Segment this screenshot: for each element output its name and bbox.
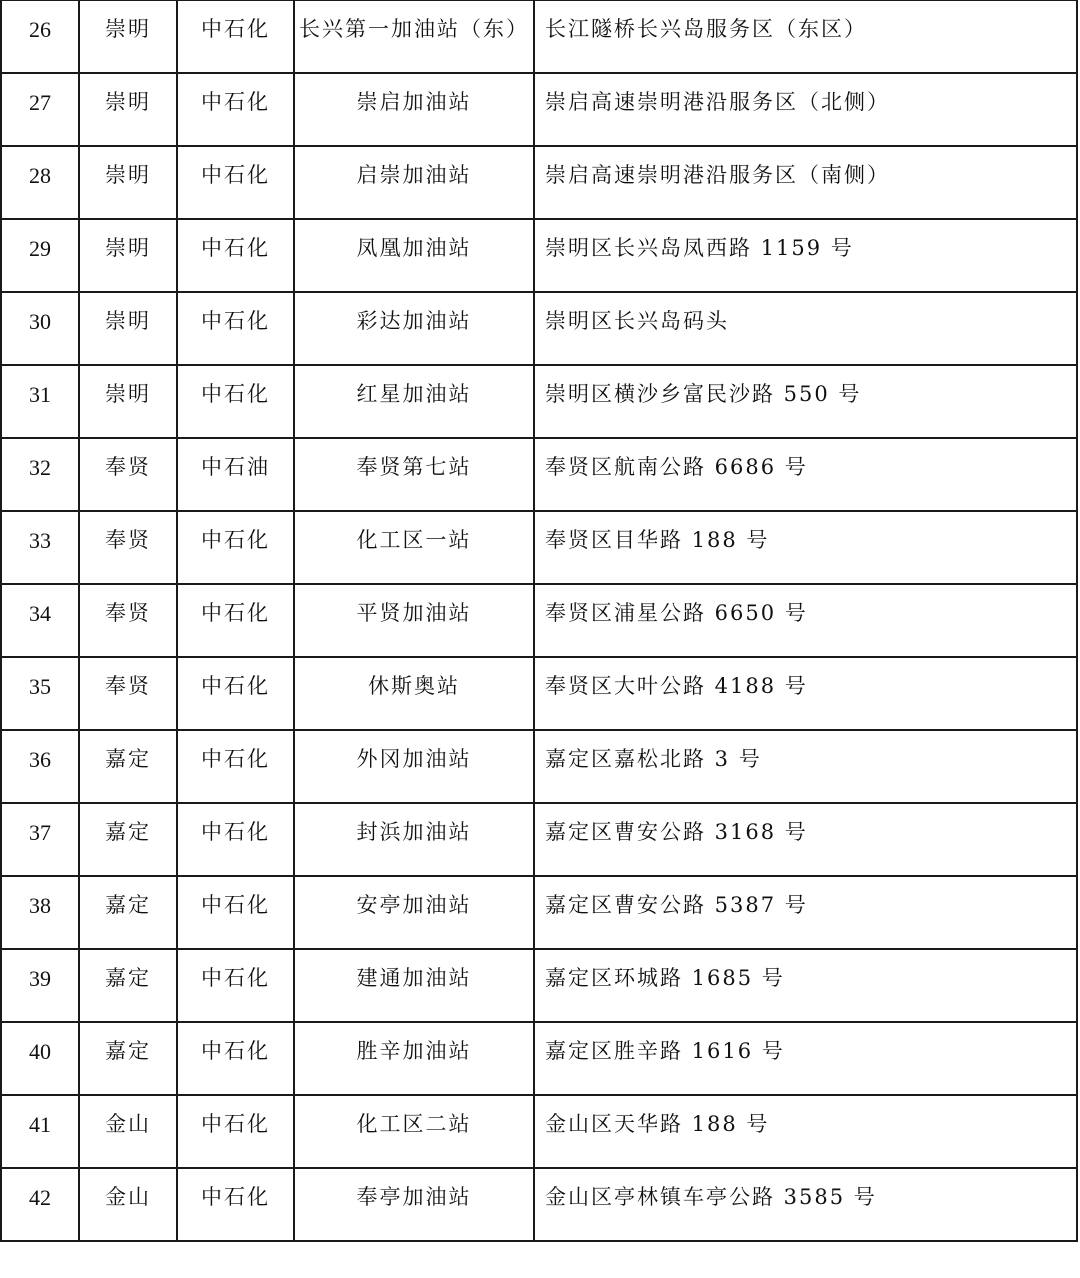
- district-cell: 奉贤: [79, 511, 177, 584]
- table-body: [1, 0, 1077, 1241]
- company-cell: 中石化: [177, 0, 294, 73]
- table-row: [1, 292, 1077, 365]
- district-cell: 崇明: [79, 73, 177, 146]
- station-name-cell: 化工区一站: [294, 511, 534, 584]
- company-cell: 中石化: [177, 292, 294, 365]
- company-cell: 中石化: [177, 1095, 294, 1168]
- table-row: [1, 584, 1077, 657]
- station-name-cell: 休斯奥站: [294, 657, 534, 730]
- station-name-cell: 崇启加油站: [294, 73, 534, 146]
- row-number-cell: 40: [1, 1022, 79, 1095]
- row-number-cell: 35: [1, 657, 79, 730]
- row-number-cell: 31: [1, 365, 79, 438]
- station-name-cell: 胜辛加油站: [294, 1022, 534, 1095]
- station-name-cell: 平贤加油站: [294, 584, 534, 657]
- district-cell: 奉贤: [79, 657, 177, 730]
- address-cell: 嘉定区嘉松北路 3 号: [534, 730, 1077, 803]
- address-cell: 嘉定区曹安公路 3168 号: [534, 803, 1077, 876]
- district-cell: 金山: [79, 1095, 177, 1168]
- station-name-cell: 化工区二站: [294, 1095, 534, 1168]
- district-cell: 嘉定: [79, 803, 177, 876]
- address-cell: 长江隧桥长兴岛服务区（东区）: [534, 0, 1077, 73]
- district-cell: 奉贤: [79, 438, 177, 511]
- district-cell: 崇明: [79, 0, 177, 73]
- table-row: [1, 0, 1077, 73]
- station-name-cell: 封浜加油站: [294, 803, 534, 876]
- address-cell: 奉贤区目华路 188 号: [534, 511, 1077, 584]
- district-cell: 嘉定: [79, 730, 177, 803]
- row-number-cell: 42: [1, 1168, 79, 1241]
- station-name-cell: 外冈加油站: [294, 730, 534, 803]
- company-cell: 中石化: [177, 365, 294, 438]
- table-row: [1, 657, 1077, 730]
- address-cell: 金山区天华路 188 号: [534, 1095, 1077, 1168]
- station-name-cell: 奉贤第七站: [294, 438, 534, 511]
- station-name-cell: 红星加油站: [294, 365, 534, 438]
- station-name-cell: 建通加油站: [294, 949, 534, 1022]
- district-cell: 崇明: [79, 146, 177, 219]
- address-cell: 金山区亭林镇车亭公路 3585 号: [534, 1168, 1077, 1241]
- row-number-cell: 27: [1, 73, 79, 146]
- address-cell: 奉贤区浦星公路 6650 号: [534, 584, 1077, 657]
- table-row: [1, 949, 1077, 1022]
- table-row: [1, 730, 1077, 803]
- row-number-cell: 30: [1, 292, 79, 365]
- company-cell: 中石化: [177, 584, 294, 657]
- company-cell: 中石化: [177, 876, 294, 949]
- district-cell: 嘉定: [79, 876, 177, 949]
- table-row: [1, 146, 1077, 219]
- district-cell: 崇明: [79, 292, 177, 365]
- station-name-cell: 长兴第一加油站（东）: [294, 0, 534, 73]
- company-cell: 中石油: [177, 438, 294, 511]
- address-cell: 奉贤区航南公路 6686 号: [534, 438, 1077, 511]
- company-cell: 中石化: [177, 219, 294, 292]
- company-cell: 中石化: [177, 146, 294, 219]
- address-cell: 嘉定区曹安公路 5387 号: [534, 876, 1077, 949]
- district-cell: 奉贤: [79, 584, 177, 657]
- table-row: [1, 365, 1077, 438]
- row-number-cell: 41: [1, 1095, 79, 1168]
- company-cell: 中石化: [177, 1168, 294, 1241]
- district-cell: 嘉定: [79, 1022, 177, 1095]
- table-row: [1, 1022, 1077, 1095]
- row-number-cell: 34: [1, 584, 79, 657]
- company-cell: 中石化: [177, 657, 294, 730]
- company-cell: 中石化: [177, 1022, 294, 1095]
- table-row: [1, 876, 1077, 949]
- station-name-cell: 凤凰加油站: [294, 219, 534, 292]
- company-cell: 中石化: [177, 949, 294, 1022]
- row-number-cell: 32: [1, 438, 79, 511]
- address-cell: 嘉定区胜辛路 1616 号: [534, 1022, 1077, 1095]
- address-cell: 崇明区横沙乡富民沙路 550 号: [534, 365, 1077, 438]
- address-cell: 崇明区长兴岛凤西路 1159 号: [534, 219, 1077, 292]
- company-cell: 中石化: [177, 803, 294, 876]
- station-name-cell: 奉亭加油站: [294, 1168, 534, 1241]
- address-cell: 嘉定区环城路 1685 号: [534, 949, 1077, 1022]
- company-cell: 中石化: [177, 511, 294, 584]
- address-cell: 崇明区长兴岛码头: [534, 292, 1077, 365]
- table-row: [1, 803, 1077, 876]
- station-name-cell: 启崇加油站: [294, 146, 534, 219]
- table-row: [1, 438, 1077, 511]
- table-row: [1, 1095, 1077, 1168]
- table-row: [1, 1168, 1077, 1241]
- row-number-cell: 37: [1, 803, 79, 876]
- address-cell: 崇启高速崇明港沿服务区（北侧）: [534, 73, 1077, 146]
- station-name-cell: 彩达加油站: [294, 292, 534, 365]
- address-cell: 崇启高速崇明港沿服务区（南侧）: [534, 146, 1077, 219]
- row-number-cell: 39: [1, 949, 79, 1022]
- row-number-cell: 36: [1, 730, 79, 803]
- table-row: [1, 511, 1077, 584]
- row-number-cell: 33: [1, 511, 79, 584]
- table-row: [1, 73, 1077, 146]
- row-number-cell: 28: [1, 146, 79, 219]
- company-cell: 中石化: [177, 73, 294, 146]
- district-cell: 崇明: [79, 365, 177, 438]
- row-number-cell: 26: [1, 0, 79, 73]
- row-number-cell: 38: [1, 876, 79, 949]
- address-cell: 奉贤区大叶公路 4188 号: [534, 657, 1077, 730]
- district-cell: 金山: [79, 1168, 177, 1241]
- station-name-cell: 安亭加油站: [294, 876, 534, 949]
- district-cell: 崇明: [79, 219, 177, 292]
- district-cell: 嘉定: [79, 949, 177, 1022]
- company-cell: 中石化: [177, 730, 294, 803]
- table-row: [1, 219, 1077, 292]
- row-number-cell: 29: [1, 219, 79, 292]
